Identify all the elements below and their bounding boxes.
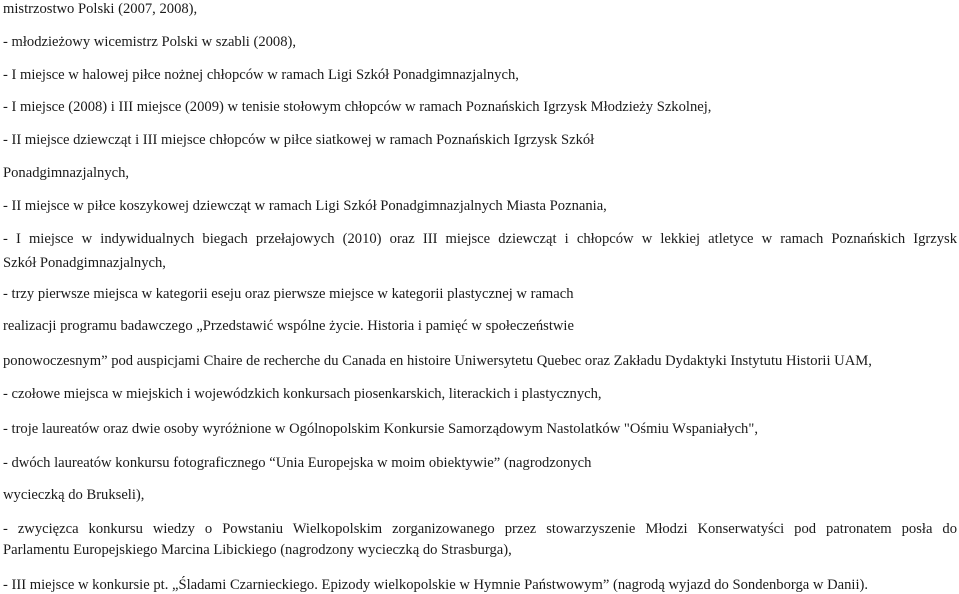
text-line-6: Ponadgimnazjalnych,: [3, 165, 130, 181]
text-line-13: - czołowe miejsca w miejskich i wojewódzkich konkursach piosenkarskich, literackich i plastycznych,: [3, 386, 602, 402]
text-line-14: - troje laureatów oraz dwie osoby wyróżnione w Ogólnopolskim Konkursie Samorządowym Nastolatków "Ośmiu Wspaniałych",: [3, 421, 758, 437]
text-line-3: - I miejsce w halowej piłce nożnej chłopców w ramach Ligi Szkół Ponadgimnazjalnych,: [3, 67, 519, 83]
text-line-10: - trzy pierwsze miejsca w kategorii eseju oraz pierwsze miejsce w kategorii plastycznej w ramach: [3, 286, 574, 302]
text-line-17: - zwycięzca konkursu wiedzy o Powstaniu Wielkopolskim zorganizowanego przez stowarzyszenie Młodzi Konserwatyści pod patronatem posła do: [3, 521, 957, 537]
text-line-15: - dwóch laureatów konkursu fotograficznego “Unia Europejska w moim obiektywie” (nagrodzonych: [3, 455, 592, 471]
text-line-1: mistrzostwo Polski (2007, 2008),: [3, 1, 198, 17]
text-line-12: ponowoczesnym” pod auspicjami Chaire de recherche du Canada en histoire Uniwersytetu Quebec oraz Zakładu Dydaktyki Instytutu Historii UAM,: [3, 353, 872, 369]
text-line-4: - I miejsce (2008) i III miejsce (2009) w tenisie stołowym chłopców w ramach Poznańskich Igrzysk Młodzieży Szkolnej,: [3, 99, 712, 115]
text-line-8: - I miejsce w indywidualnych biegach przełajowych (2010) oraz III miejsce dziewcząt i chłopców w lekkiej atletyce w ramach Poznańskich Igrzysk: [3, 231, 957, 247]
text-line-5: - II miejsce dziewcząt i III miejsce chłopców w piłce siatkowej w ramach Poznańskich Igrzysk Szkół: [3, 132, 595, 148]
text-line-2: - młodzieżowy wicemistrz Polski w szabli (2008),: [3, 34, 297, 50]
text-line-19: - III miejsce w konkursie pt. „Śladami Czarnieckiego. Epizody wielkopolskie w Hymnie Państwowym” (nagrodą wyjazd do Sondenborga w Danii).: [3, 577, 869, 593]
text-line-11: realizacji programu badawczego „Przedstawić wspólne życie. Historia i pamięć w społeczeństwie: [3, 318, 574, 334]
text-line-9: Szkół Ponadgimnazjalnych,: [3, 255, 166, 271]
text-line-18: Parlamentu Europejskiego Marcina Libickiego (nagrodzony wycieczką do Strasburga),: [3, 542, 512, 558]
text-line-7: - II miejsce w piłce koszykowej dziewcząt w ramach Ligi Szkół Ponadgimnazjalnych Miasta Poznania,: [3, 198, 607, 214]
text-line-16: wycieczką do Brukseli),: [3, 487, 145, 503]
